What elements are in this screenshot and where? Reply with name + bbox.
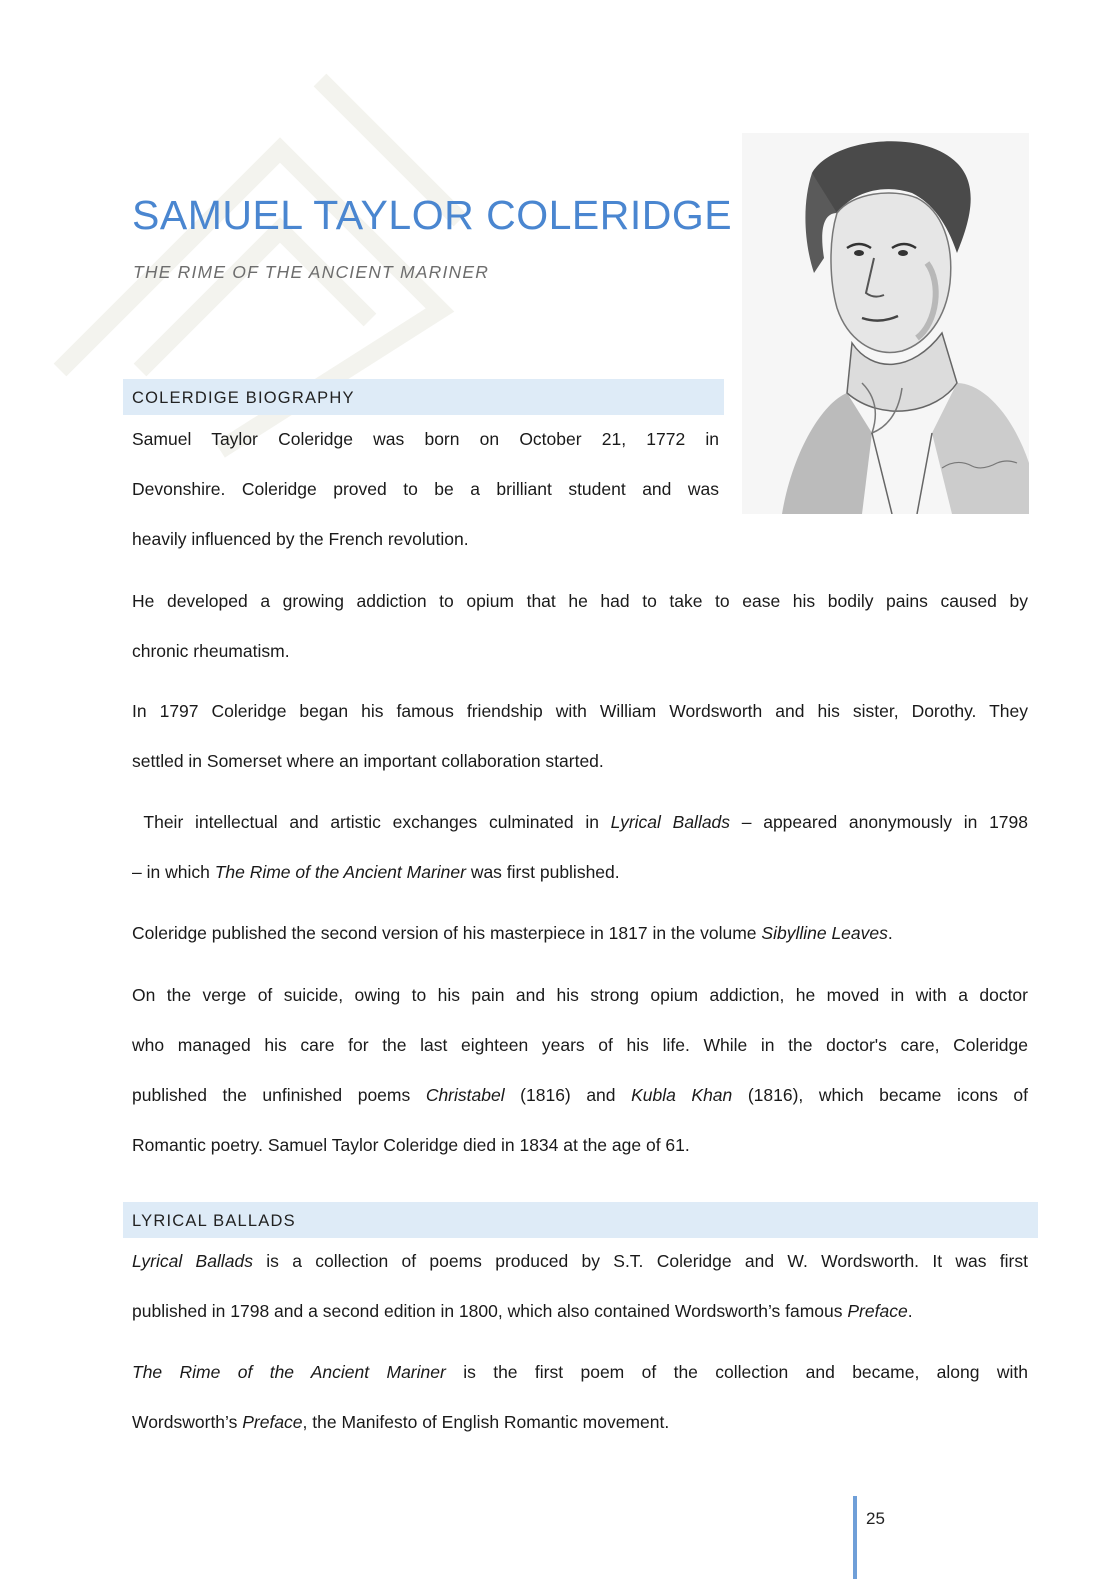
text-line [132,908,1028,958]
bio-paragraph-1 [132,414,719,564]
text-line [132,797,1028,847]
book-title-lyrical-ballads: Lyrical Ballads [610,812,731,832]
poem-title-christabel: Christabel [425,1085,505,1105]
ballads-paragraph-2 [132,1347,1028,1447]
coleridge-portrait [742,133,1029,514]
bio-paragraph-4 [132,797,1028,897]
text-line [132,1070,1028,1120]
text: (1816) and [504,1085,632,1105]
text-line [132,1286,1028,1336]
ballads-paragraph-1 [132,1236,1028,1336]
bio-paragraph-6 [132,970,1028,1170]
text-line: Samuel Taylor Coleridge was born on October 21, 1772 in [132,429,719,449]
text-line: chronic rheumatism. [132,641,290,661]
poem-title-rime: The Rime of the Ancient Mariner [132,1362,446,1382]
text-line [132,1347,1028,1397]
section-heading-biography: COLERDIGE BIOGRAPHY [123,379,724,415]
page-title: SAMUEL TAYLOR COLERIDGE [132,192,733,238]
bio-paragraph-2 [132,576,1028,676]
essay-title-preface: Preface [847,1301,908,1321]
text-line: settled in Somerset where an important collaboration started. [132,751,604,771]
text: (1816), which became icons of [732,1085,1028,1105]
text: is a collection of poems produced by S.T. Coleridge and W. Wordsworth. It was first [252,1251,1028,1271]
text-line: Romantic poetry. Samuel Taylor Coleridge died in 1834 at the age of 61. [132,1135,690,1155]
text-line: He developed a growing addiction to opium that he had to take to ease his bodily pains caused by [132,591,1028,611]
book-title-sibylline-leaves: Sibylline Leaves [761,923,888,943]
text-line [132,1236,1028,1286]
page-subtitle: THE RIME OF THE ANCIENT MARINER [133,262,490,282]
text-line: In 1797 Coleridge began his famous friendship with William Wordsworth and his sister, Dorothy. They [132,701,1028,721]
text: Their intellectual and artistic exchanges culminated in [132,812,611,832]
text: – in which [132,862,215,882]
book-title-lyrical-ballads: Lyrical Ballads [132,1251,253,1271]
text: . [887,923,893,943]
text-line: Devonshire. Coleridge proved to be a brilliant student and was [132,479,719,499]
page-number-rule [853,1496,857,1579]
bio-paragraph-3 [132,686,1028,786]
poem-title-rime: The Rime of the Ancient Mariner [214,862,466,882]
bio-paragraph-5 [132,908,1028,958]
section-heading-lyrical-ballads: LYRICAL BALLADS [123,1202,1038,1238]
text-line: heavily influenced by the French revolution. [132,529,469,549]
text-line: who managed his care for the last eighteen years of his life. While in the doctor's care, Coleridge [132,1035,1028,1055]
text: Coleridge published the second version of his masterpiece in 1817 in the volume [132,923,762,943]
text: published in 1798 and a second edition in 1800, which also contained Wordsworth’s famous [132,1301,848,1321]
text: published the unfinished poems [132,1085,426,1105]
text: was first published. [465,862,620,882]
portrait-sketch [742,133,1029,514]
text: Wordsworth’s [132,1412,243,1432]
page-number: 25 [866,1509,885,1528]
text-line [132,1397,1028,1447]
text: , the Manifesto of English Romantic movement. [302,1412,670,1432]
text: . [907,1301,913,1321]
text-line: On the verge of suicide, owing to his pain and his strong opium addiction, he moved in with a doctor [132,985,1028,1005]
text-line [132,847,1028,897]
essay-title-preface: Preface [242,1412,303,1432]
poem-title-kubla-khan: Kubla Khan [631,1085,733,1105]
text: is the first poem of the collection and became, along with [445,1362,1028,1382]
text: – appeared anonymously in 1798 [730,812,1029,832]
